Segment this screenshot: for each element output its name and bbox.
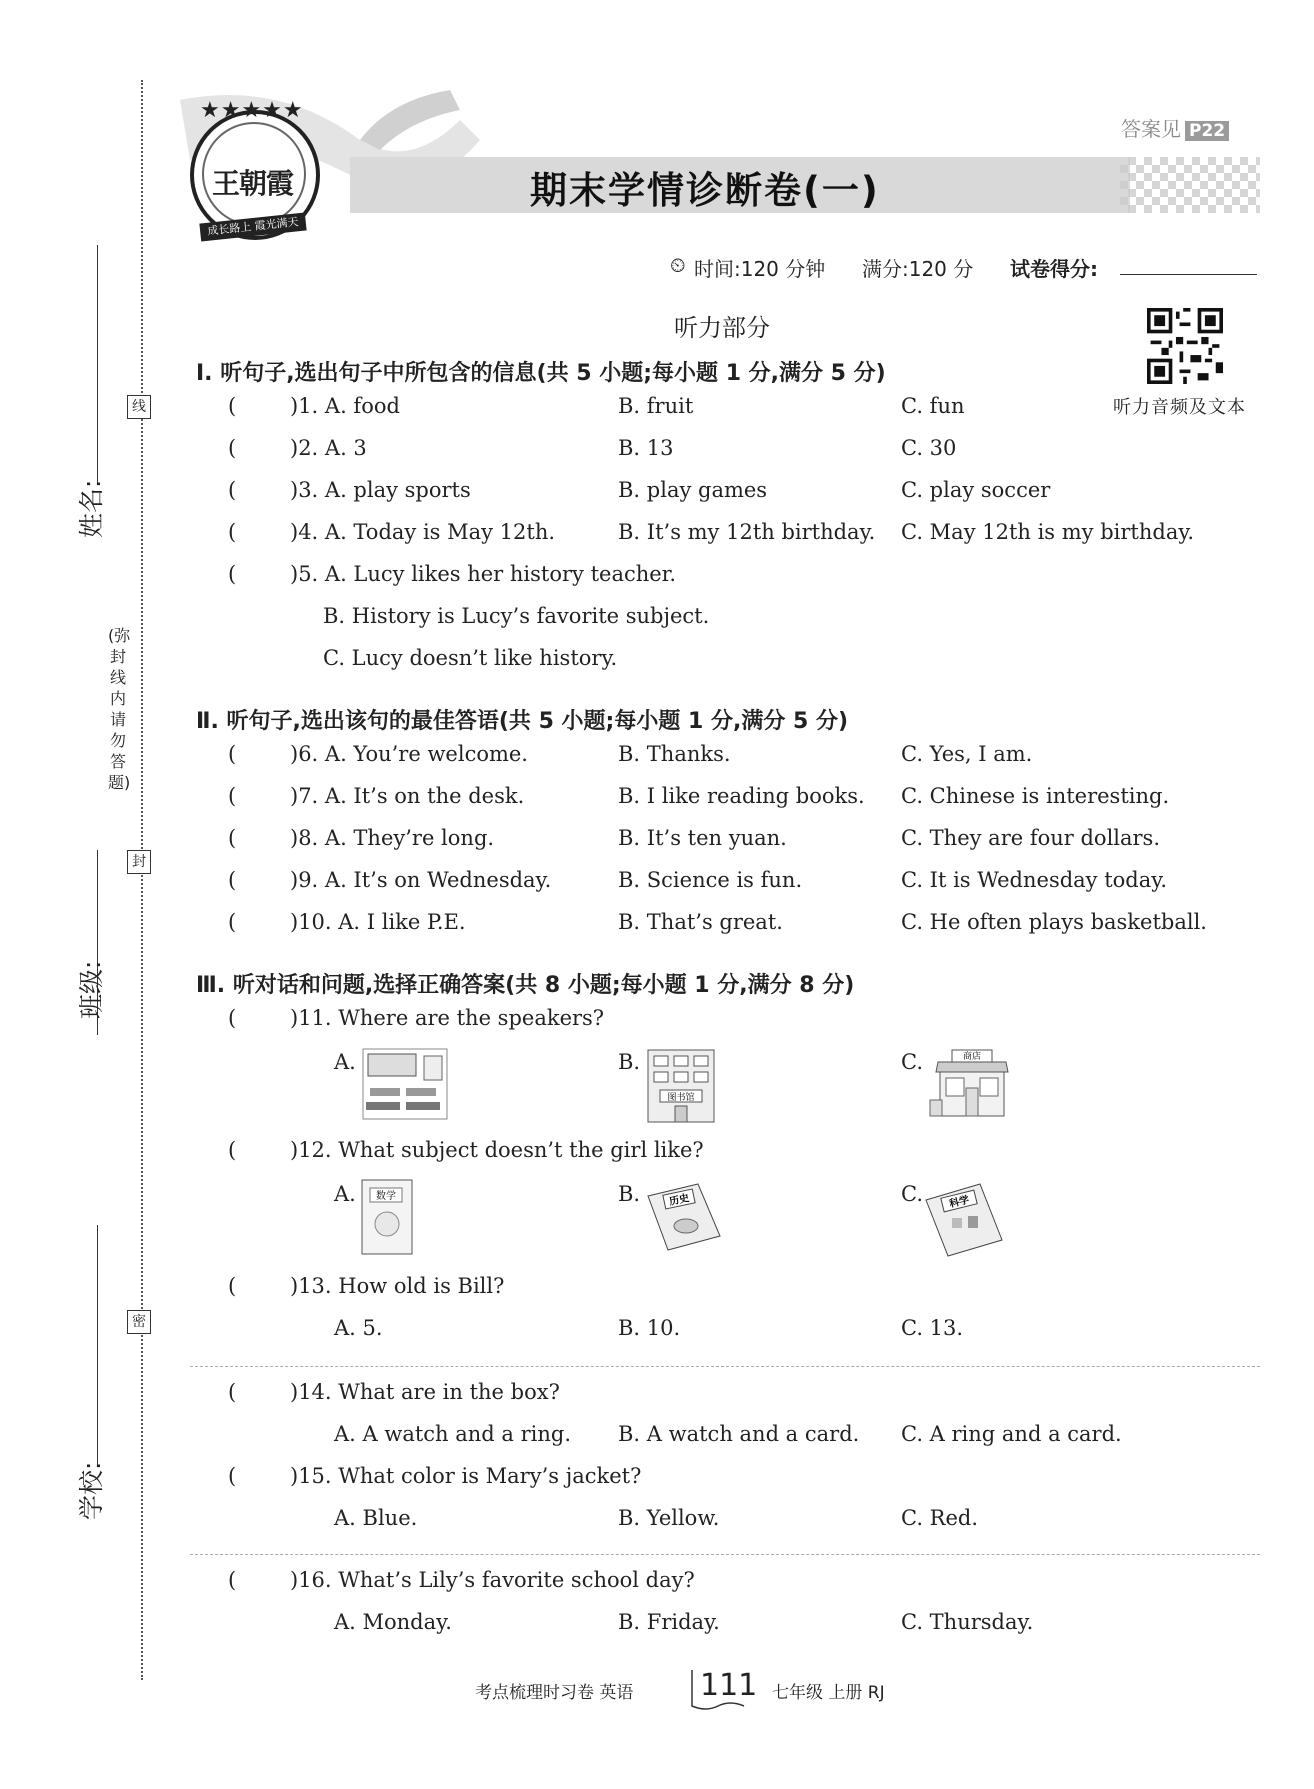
math-book-title: 数学	[376, 1191, 396, 1202]
q12-label-c: C.	[901, 1182, 923, 1206]
q9-option-b: B. Science is fun.	[618, 868, 803, 892]
q12-stem: )12. What subject doesn’t the girl like?	[290, 1138, 704, 1162]
logo-name: 王朝霞	[212, 167, 294, 200]
q16-option-b: B. Friday.	[618, 1610, 720, 1634]
part-1-heading: Ⅰ. 听句子,选出句子中所包含的信息(共 5 小题;每小题 1 分,满分 5 分)	[196, 361, 886, 386]
section-heading: 听力部分	[674, 314, 770, 342]
answer-blank[interactable]: (	[228, 436, 237, 460]
seal-dotted-line	[141, 80, 143, 1680]
dashed-divider	[190, 1554, 1260, 1555]
q7-option-b: B. I like reading books.	[618, 784, 865, 808]
q15-stem: )15. What color is Mary’s jacket?	[290, 1464, 642, 1488]
footer-book-title: 考点梳理时习卷 英语	[475, 1683, 634, 1703]
footer-grade: 七年级 上册 RJ	[772, 1683, 885, 1703]
q12-label-b: B.	[618, 1182, 641, 1206]
page-title: 期末学情诊断卷(一)	[530, 169, 880, 212]
title-pattern	[1120, 157, 1260, 213]
classroom-image	[362, 1048, 448, 1120]
score-blank[interactable]	[1120, 274, 1257, 275]
exam-time: 时间:120 分钟	[694, 257, 826, 281]
qr-code-icon[interactable]	[1147, 308, 1223, 384]
school-write-line	[97, 1225, 98, 1465]
history-book-image	[642, 1178, 724, 1258]
q13-stem: )13. How old is Bill?	[290, 1274, 505, 1298]
answer-blank[interactable]: (	[228, 742, 237, 766]
q15-option-b: B. Yellow.	[618, 1506, 720, 1530]
page-number: 111	[700, 1668, 758, 1703]
q2-option-c: C. 30	[901, 436, 957, 460]
q8-option-a: )8. A. They’re long.	[290, 826, 495, 850]
q7-option-c: C. Chinese is interesting.	[901, 784, 1170, 808]
q1-option-c: C. fun	[901, 394, 965, 418]
shop-sign: 商店	[962, 1052, 982, 1062]
answer-blank[interactable]: (	[228, 478, 237, 502]
q4-option-a: )4. A. Today is May 12th.	[290, 520, 556, 544]
answer-reference	[1121, 113, 1229, 142]
seal-warning: (弥封线内请勿答题)	[108, 626, 131, 792]
q7-option-a: )7. A. It’s on the desk.	[290, 784, 525, 808]
answer-blank[interactable]: (	[228, 394, 237, 418]
q15-option-a: A. Blue.	[334, 1506, 418, 1530]
answer-blank[interactable]: (	[228, 1380, 237, 1404]
q4-option-b: B. It’s my 12th birthday.	[618, 520, 876, 544]
q14-option-a: A. A watch and a ring.	[334, 1422, 572, 1446]
answer-blank[interactable]: (	[228, 1568, 237, 1592]
q3-option-a: )3. A. play sports	[290, 478, 471, 502]
answer-blank[interactable]: (	[228, 520, 237, 544]
q10-option-b: B. That’s great.	[618, 910, 783, 934]
name-write-line	[97, 245, 98, 485]
q6-option-b: B. Thanks.	[618, 742, 731, 766]
q13-option-a: A. 5.	[334, 1316, 383, 1340]
science-book-image	[922, 1178, 1006, 1260]
q14-option-b: B. A watch and a card.	[618, 1422, 860, 1446]
q16-option-a: A. Monday.	[334, 1610, 452, 1634]
q11-label-a: A.	[334, 1050, 356, 1074]
q3-option-c: C. play soccer	[901, 478, 1051, 502]
q9-option-a: )9. A. It’s on Wednesday.	[290, 868, 552, 892]
clock-icon: ⏲	[670, 253, 686, 277]
seal-mark: 封	[127, 850, 151, 874]
q8-option-c: C. They are four dollars.	[901, 826, 1161, 850]
math-book-image	[360, 1178, 416, 1258]
q13-option-c: C. 13.	[901, 1316, 964, 1340]
score-label: 试卷得分:	[1010, 257, 1098, 281]
dense-mark: 密	[127, 1310, 151, 1334]
answer-ref-page: P22	[1185, 121, 1229, 141]
q5-option-c: C. Lucy doesn’t like history.	[323, 646, 618, 670]
q13-option-b: B. 10.	[618, 1316, 681, 1340]
logo-slogan: 成长路上 霞光满天	[199, 213, 306, 242]
q4-option-c: C. May 12th is my birthday.	[901, 520, 1195, 544]
answer-blank[interactable]: (	[228, 1464, 237, 1488]
q5-option-b: B. History is Lucy’s favorite subject.	[323, 604, 710, 628]
library-building-image	[646, 1048, 716, 1124]
q15-option-c: C. Red.	[901, 1506, 979, 1530]
history-book-title: 历史	[668, 1193, 691, 1208]
part-3-heading: Ⅲ. 听对话和问题,选择正确答案(共 8 小题;每小题 1 分,满分 8 分)	[196, 973, 855, 998]
q2-option-b: B. 13	[618, 436, 674, 460]
answer-blank[interactable]: (	[228, 826, 237, 850]
part-2-heading: Ⅱ. 听句子,选出该句的最佳答语(共 5 小题;每小题 1 分,满分 5 分)	[196, 709, 849, 734]
full-score: 满分:120 分	[862, 257, 974, 281]
q5-option-a: )5. A. Lucy likes her history teacher.	[290, 562, 677, 586]
class-label: 班级:	[77, 960, 106, 1019]
q16-option-c: C. Thursday.	[901, 1610, 1034, 1634]
dashed-divider	[190, 1366, 1260, 1367]
answer-blank[interactable]: (	[228, 784, 237, 808]
answer-blank[interactable]: (	[228, 1274, 237, 1298]
library-sign: 图书馆	[667, 1093, 695, 1103]
line-mark: 线	[127, 395, 151, 419]
page-number-bracket	[690, 1668, 746, 1712]
answer-blank[interactable]: (	[228, 1006, 237, 1030]
q14-stem: )14. What are in the box?	[290, 1380, 560, 1404]
q1-option-b: B. fruit	[618, 394, 694, 418]
q11-label-c: C.	[901, 1050, 923, 1074]
q1-option-a: )1. A. food	[290, 394, 400, 418]
q9-option-c: C. It is Wednesday today.	[901, 868, 1168, 892]
q6-option-c: C. Yes, I am.	[901, 742, 1033, 766]
answer-blank[interactable]: (	[228, 910, 237, 934]
school-label: 学校:	[77, 1461, 106, 1520]
qr-caption: 听力音频及文本	[1113, 397, 1246, 418]
q8-option-b: B. It’s ten yuan.	[618, 826, 787, 850]
answer-ref-label: 答案见	[1121, 117, 1181, 141]
science-book-title: 科学	[948, 1194, 971, 1211]
name-label: 姓名:	[77, 479, 106, 538]
q11-label-b: B.	[618, 1050, 641, 1074]
q12-label-a: A.	[334, 1182, 356, 1206]
q14-option-c: C. A ring and a card.	[901, 1422, 1122, 1446]
answer-blank[interactable]: (	[228, 868, 237, 892]
answer-blank[interactable]: (	[228, 562, 237, 586]
q11-stem: )11. Where are the speakers?	[290, 1006, 605, 1030]
shop-image	[928, 1048, 1010, 1120]
q10-option-c: C. He often plays basketball.	[901, 910, 1207, 934]
q2-option-a: )2. A. 3	[290, 436, 367, 460]
q6-option-a: )6. A. You’re welcome.	[290, 742, 528, 766]
q16-stem: )16. What’s Lily’s favorite school day?	[290, 1568, 695, 1592]
q10-option-a: )10. A. I like P.E.	[290, 910, 466, 934]
q3-option-b: B. play games	[618, 478, 768, 502]
logo-stars: ★★★★★	[200, 98, 304, 123]
answer-blank[interactable]: (	[228, 1138, 237, 1162]
